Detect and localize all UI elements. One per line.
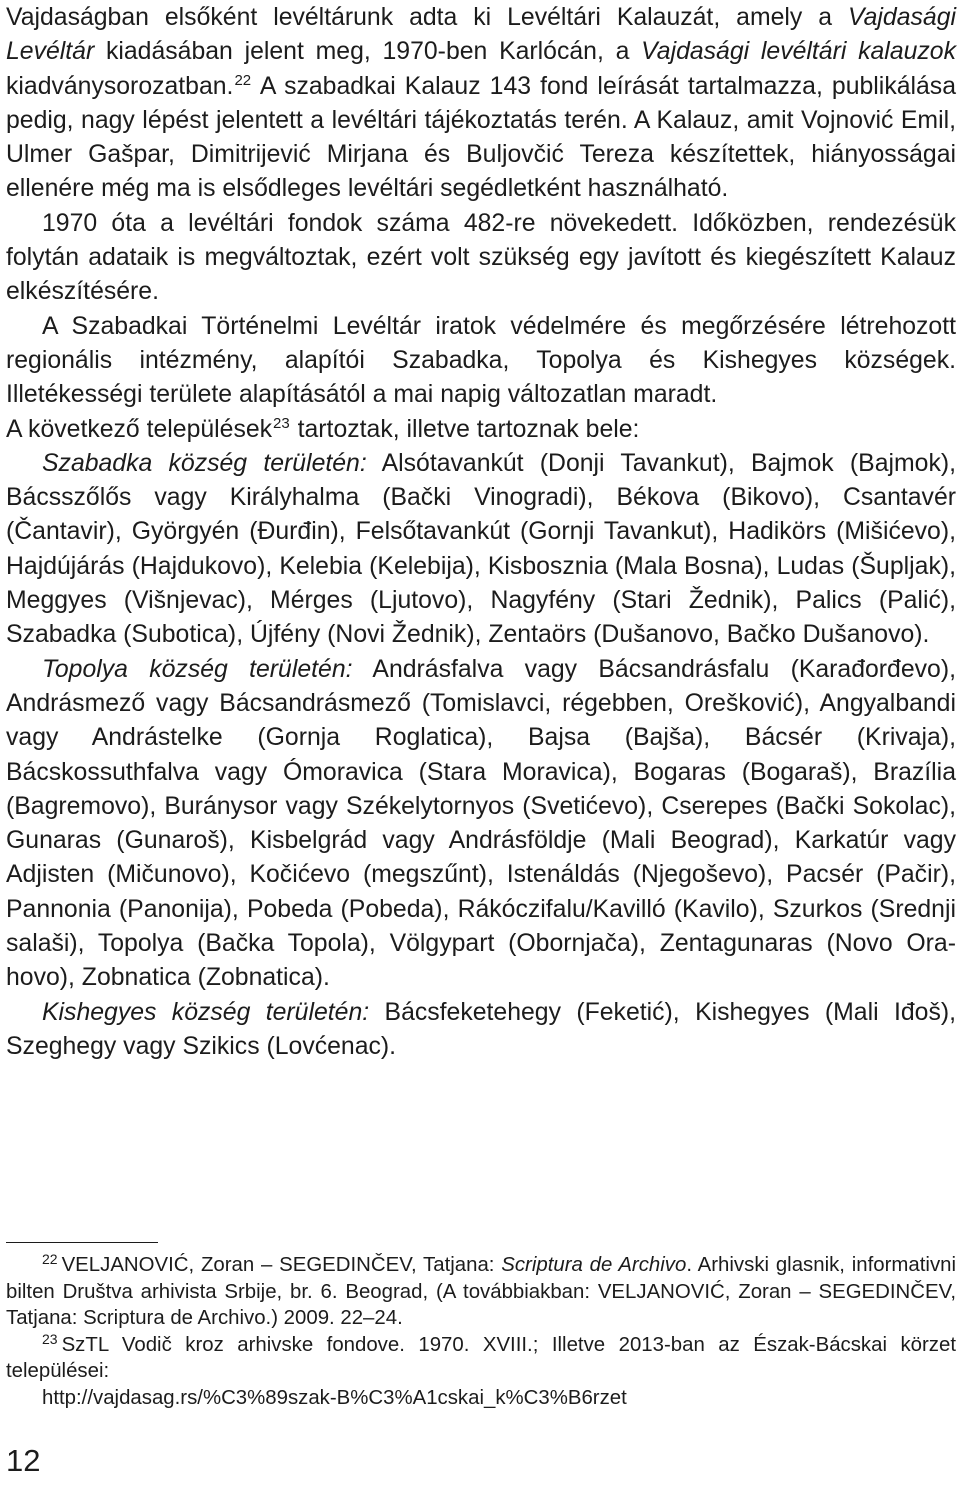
footnote-number: 23	[42, 1330, 58, 1347]
footnote-number: 22	[42, 1251, 58, 1267]
municipality-heading: Topolya község területén:	[42, 655, 353, 683]
footnote-22	[6, 1252, 956, 1332]
footnote-divider	[6, 1242, 158, 1243]
settlement-list: Bácsfeketehegy (Feketić), Kishegyes (Mali Iđoš), Szeghegy vagy Szikics (Lovćenac).	[6, 998, 956, 1060]
text-run: Vajdaságban elsőként levéltárunk adta ki Levéltári Kalauzát, amely a	[6, 4, 848, 31]
text-run: A következő települések	[6, 415, 273, 443]
footnotes	[6, 1252, 956, 1411]
footnote-23	[6, 1332, 956, 1385]
document-page	[6, 0, 957, 1478]
municipality-heading: Kishegyes község területén:	[42, 998, 370, 1026]
paragraph-3: A Szabadkai Történelmi Levéltár iratok védelmére és megőrzésére létrehozott regionális intézmény, alapítói Szabadka, Topolya és Kishegyes községek. Illetékességi területe alapításától a mai napig változatlan maradt.	[6, 312, 956, 409]
italic-title: Vajdasági Levéltár	[6, 4, 956, 66]
municipality-heading: Szabadka község területén:	[42, 449, 367, 477]
text-run: kiadványsorozatban.	[6, 72, 234, 100]
footnote-text: SzTL Vodič kroz arhivske fondove. 1970. XVIII.; Illetve 2013-ban az Észak-Bácskai körzet települései:	[6, 1333, 956, 1382]
paragraph-4	[6, 413, 956, 447]
footnote-italic-title: Scriptura de Archivo	[501, 1254, 687, 1276]
paragraph-kishegyes	[6, 996, 956, 1065]
footnote-text: VELJANOVIĆ, Zoran – SEGEDINČEV, Tatjana:	[61, 1254, 502, 1276]
footnote-text: . Arhivski glasnik, informativni bilten Društva arhivista Srbije, br. 6. Beograd, (A továbbiakban: VELJANOVIĆ, Zoran – SEGEDINČEV, Tatjana: Scriptura de Archivo.) 2009. 22–24.	[6, 1254, 957, 1329]
text-run: kiadásában jelent meg, 1970-ben Karlócán, a	[94, 38, 642, 66]
text-run: A szabadkai Kalauz 143 fond leírását tartalmazza, publikálása pedig, nagy lépést jelentett a levéltári tájékoztatás terén. A Kalauz, amit Vojnović Emil, Ulmer Gašpar, Dimitrijević Mirjana és Buljovčić Tereza készítettek, hiányosságai ellenére még ma is elsődleges levéltári segédletként használható.	[6, 72, 956, 203]
paragraph-szabadka	[6, 447, 956, 653]
footnote-ref-22[interactable]: 22	[234, 71, 252, 89]
footnote-url[interactable]: http://vajdasag.rs/%C3%89szak-B%C3%A1cskai_k%C3%B6rzet	[42, 1386, 627, 1409]
text-run: tartoztak, illetve tartoznak bele:	[290, 415, 640, 443]
paragraph-2: 1970 óta a levéltári fondok száma 482-re növekedett. Időközben, rendezésük folytán adataik is megváltoztak, ezért volt szükség egy javított és kiegészített Kalauz elkészítésére.	[6, 209, 956, 306]
settlement-list: Andrásfalva vagy Bácsandrásfalu (Karađorđevo), Andrásmező vagy Bácsandrásmező (Tomislavci, régebben, Orešković), Angyalbandi vagy Andrástelke (Gornja Roglatica), Bajsa (Bajša), Bácsér (Krivaja), Bácskossuthfalva vagy Ómoravica (Stara Moravica), Bogaras (Bogaraš), Brazília (Bagremovo), Buránysor vagy Székelytornyos (Svetićevo), Cserepes (Bački Sokolac), Gunaras (Gunaroš), Kisbelgrád vagy Andrásföldje (Mali Beograd), Karkatúr vagy Adjisten (Mičunovo), Kočićevo (megszűnt), Istenáldás (Njegoševo), Pacsér (Pačir), Pannonia (Panonija), Pobeda (Pobeda), Rákóczifalu/Kavilló (Kavilo), Szurkos (Srednji salaši), Topolya (Bačka Topola), Völgypart (Obornjača), Zentagunaras (Novo Orahovo), Zobnatica (Zobnatica).	[6, 655, 956, 992]
footnote-ref-23[interactable]: 23	[273, 414, 290, 432]
settlement-list: Alsótavankút (Donji Tavankut), Bajmok (Bajmok), Bácsszőlős vagy Királyhalma (Bački Vinogradi), Békova (Bikovo), Csantavér (Čantavir), Györgyén (Đurđin), Felsőtavankút (Gornji Tavankut), Hadikörs (Mišićevo), Hajdújárás (Hajdukovo), Kelebia (Kelebija), Kisbosznia (Mala Bosna), Ludas (Šupljak), Meggyes (Višnjevac), Mérges (Ljutovo), Nagyfény (Stari Žednik), Palics (Palić), Szabadka (Subotica), Újfény (Novi Žednik), Zentaörs (Dušanovo, Bačko Dušanovo).	[6, 449, 956, 649]
paragraph-1	[6, 1, 956, 207]
page-number: 12	[6, 1443, 41, 1478]
body-text	[6, 1, 956, 1064]
italic-title: Vajdasági levéltári kalauzok	[641, 38, 956, 66]
paragraph-topolya	[6, 653, 956, 996]
